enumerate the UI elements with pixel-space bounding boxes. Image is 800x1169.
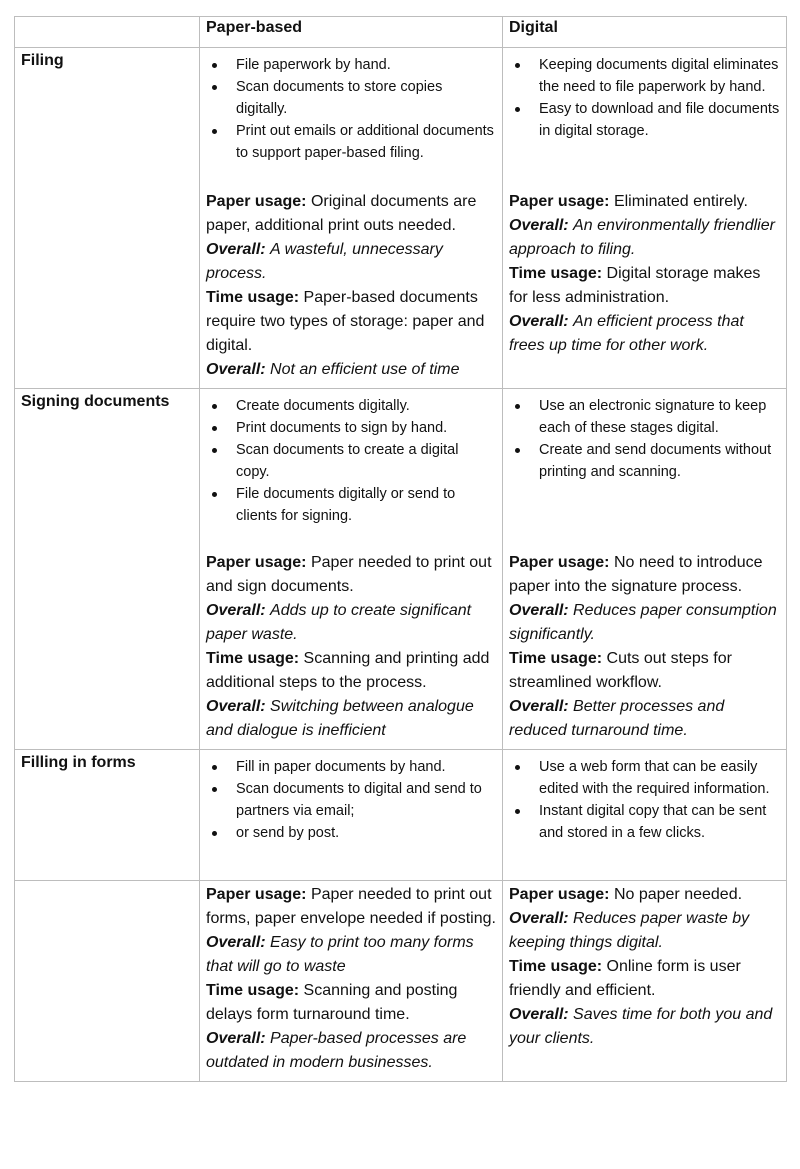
overall-text: Saves time for both you and your clients. [509,1006,773,1047]
row-label-filling-in-forms: Filling in forms [15,750,200,881]
overall-text: Better processes and reduced turnaround time. [509,698,725,739]
bullet-list [509,395,780,483]
list-item: Keeping documents digital eliminates the need to file paperwork by hand. [509,54,780,98]
summary-block [206,190,496,382]
overall-label: Overall: [509,217,569,234]
cell-filing-digital [503,48,787,389]
list-item: File documents digitally or send to clients for signing. [206,483,496,527]
bullet-list [509,54,780,142]
bullet-list [509,756,780,844]
overall-label: Overall: [206,934,266,951]
bullet-list [206,395,496,527]
list-item: or send by post. [206,822,496,844]
row-label-filing: Filing [15,48,200,389]
time-usage-text: Paper-based documents require two types of storage: paper and digital. [206,289,485,354]
list-item: Use an electronic signature to keep each of these stages digital. [509,395,780,439]
summary-block [206,551,496,743]
cell-signing-paper [200,389,503,750]
time-usage-text: Digital storage makes for less administration. [509,265,761,306]
header-digital: Digital [503,17,787,48]
list-item: Print documents to sign by hand. [206,417,496,439]
overall-text: An efficient process that frees up time for other work. [509,313,744,354]
time-usage-label: Time usage: [206,289,300,306]
cell-forms-paper-bullets [200,750,503,881]
list-item: Scan documents to store copies digitally. [206,76,496,120]
overall-label: Overall: [509,602,569,619]
overall-label: Overall: [206,361,266,378]
paper-usage-text: Original documents are paper, additional print outs needed. [206,193,477,234]
overall-label: Overall: [509,910,569,927]
overall-text: Adds up to create significant paper waste. [206,602,472,643]
time-usage-text: Online form is user friendly and efficient. [509,958,741,999]
header-row [15,17,787,48]
overall-text: Easy to print too many forms that will go to waste [206,934,474,975]
list-item: Instant digital copy that can be sent and stored in a few clicks. [509,800,780,844]
overall-label: Overall: [509,698,569,715]
overall-label: Overall: [509,313,569,330]
overall-label: Overall: [206,698,266,715]
paper-usage-label: Paper usage: [206,886,307,903]
overall-text: Not an efficient use of time [270,361,460,378]
paper-usage-label: Paper usage: [509,554,610,571]
paper-usage-text: Eliminated entirely. [613,193,748,210]
list-item: Easy to download and file documents in digital storage. [509,98,780,142]
cell-forms-paper-summary [200,881,503,1082]
empty-label-cell [15,881,200,1082]
overall-text: A wasteful, unnecessary process. [206,241,443,282]
paper-usage-label: Paper usage: [206,193,307,210]
cell-filing-paper [200,48,503,389]
row-filing [15,48,787,389]
summary-block [206,883,496,1075]
list-item: Scan documents to create a digital copy. [206,439,496,483]
list-item: Print out emails or additional documents to support paper-based filing. [206,120,496,164]
time-usage-label: Time usage: [509,958,603,975]
time-usage-label: Time usage: [206,982,300,999]
paper-usage-label: Paper usage: [509,886,610,903]
summary-block [509,883,780,1051]
summary-block [509,190,780,358]
overall-text: Switching between analogue and dialogue is inefficient [206,698,474,739]
overall-text: Reduces paper waste by keeping things digital. [509,910,750,951]
overall-text: Paper-based processes are outdated in modern businesses. [206,1030,467,1071]
paper-usage-text: Paper needed to print out and sign documents. [206,554,492,595]
list-item: Use a web form that can be easily edited with the required information. [509,756,780,800]
time-usage-label: Time usage: [206,650,300,667]
summary-block [509,551,780,743]
list-item: File paperwork by hand. [206,54,496,76]
row-filling-in-forms [15,750,787,881]
list-item: Scan documents to digital and send to partners via email; [206,778,496,822]
header-paper-based: Paper-based [200,17,503,48]
comparison-table [14,16,787,1082]
bullet-list [206,54,496,164]
row-filling-in-forms-summary [15,881,787,1082]
time-usage-label: Time usage: [509,650,603,667]
row-label-signing-documents: Signing documents [15,389,200,750]
time-usage-label: Time usage: [509,265,603,282]
list-item: Create and send documents without printing and scanning. [509,439,780,483]
time-usage-text: Cuts out steps for streamlined workflow. [509,650,732,691]
row-signing-documents [15,389,787,750]
overall-text: An environmentally friendlier approach to filing. [509,217,775,258]
cell-forms-digital-summary [503,881,787,1082]
time-usage-text: Scanning and printing add additional steps to the process. [206,650,490,691]
time-usage-text: Scanning and posting delays form turnaround time. [206,982,458,1023]
header-empty-cell [15,17,200,48]
cell-signing-digital [503,389,787,750]
paper-usage-text: Paper needed to print out forms, paper envelope needed if posting. [206,886,496,927]
list-item: Fill in paper documents by hand. [206,756,496,778]
paper-usage-text: No need to introduce paper into the signature process. [509,554,763,595]
cell-forms-digital-bullets [503,750,787,881]
overall-text: Reduces paper consumption significantly. [509,602,777,643]
overall-label: Overall: [206,241,266,258]
overall-label: Overall: [509,1006,569,1023]
paper-usage-label: Paper usage: [509,193,610,210]
overall-label: Overall: [206,1030,266,1047]
paper-usage-label: Paper usage: [206,554,307,571]
overall-label: Overall: [206,602,266,619]
paper-usage-text: No paper needed. [613,886,743,903]
bullet-list [206,756,496,844]
list-item: Create documents digitally. [206,395,496,417]
